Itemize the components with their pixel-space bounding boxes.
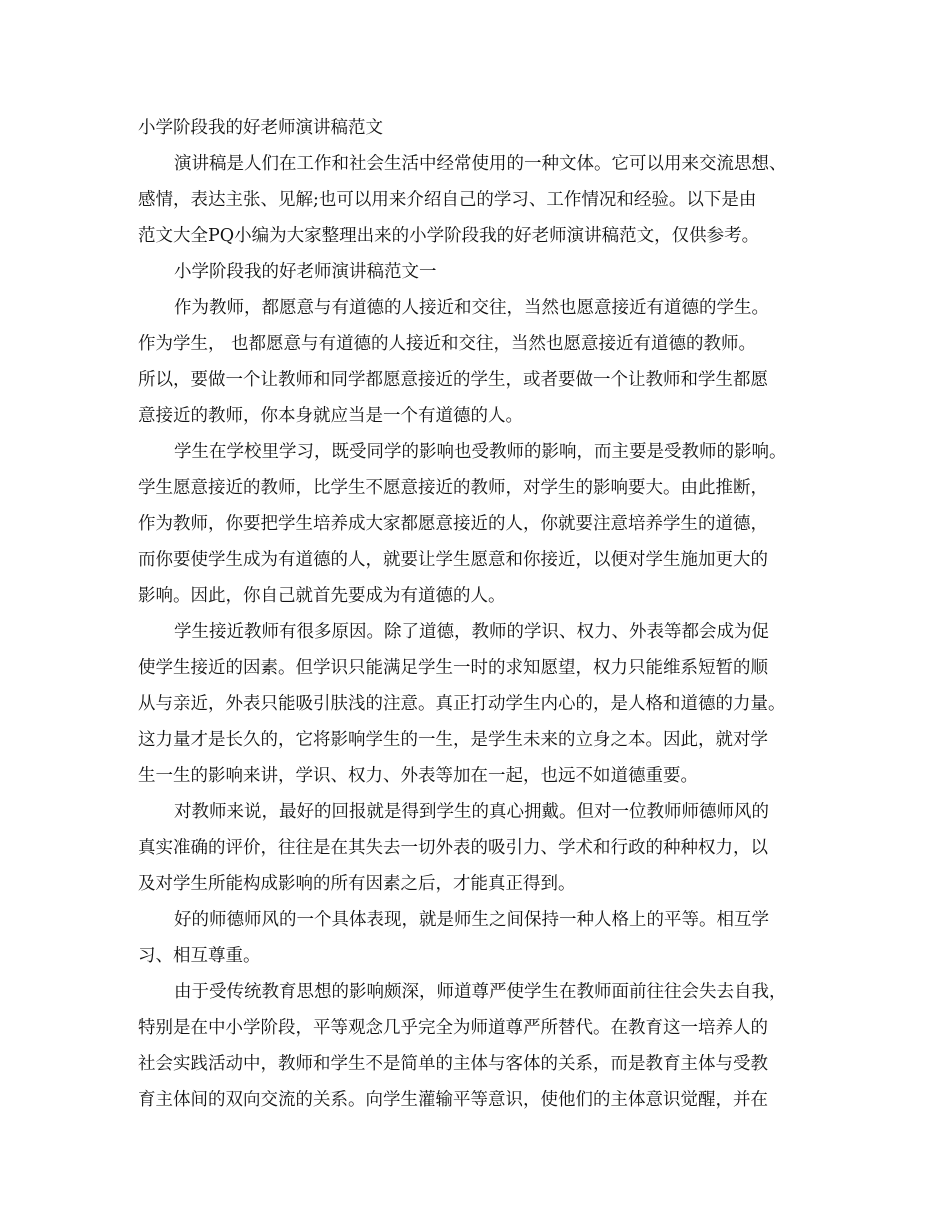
paragraph-line: 育主体间的双向交流的关系。向学生灌输平等意识，使他们的主体意识觉醒，并在 — [138, 1090, 768, 1110]
paragraph-line: 这力量才是长久的，它将影响学生的一生，是学生未来的立身之本。因此，就对学 — [138, 730, 768, 750]
paragraph-line: 及对学生所能构成影响的所有因素之后，才能真正得到。 — [138, 874, 576, 894]
paragraph-line: 习、相互尊重。 — [138, 946, 261, 966]
paragraph-line: 作为教师，都愿意与有道德的人接近和交往，当然也愿意接近有道德的学生。 — [174, 298, 769, 318]
paragraph-line: 真实准确的评价，往往是在其失去一切外表的吸引力、学术和行政的种种权力，以 — [138, 838, 768, 858]
intro-line: 感情，表达主张、见解;也可以用来介绍自己的学习、工作情况和经验。以下是由 — [138, 190, 757, 210]
paragraph-line: 对教师来说，最好的回报就是得到学生的真心拥戴。但对一位教师师德师风的 — [174, 802, 769, 822]
document-title: 小学阶段我的好老师演讲稿范文 — [138, 118, 383, 138]
paragraph-line: 所以，要做一个让教师和同学都愿意接近的学生，或者要做一个让教师和学生都愿 — [138, 370, 768, 390]
paragraph-line: 学生愿意接近的教师，比学生不愿意接近的教师，对学生的影响要大。由此推断， — [138, 478, 768, 498]
paragraph-line: 学生在学校里学习，既受同学的影响也受教师的影响，而主要是受教师的影响。 — [174, 442, 787, 462]
intro-line: 演讲稿是人们在工作和社会生活中经常使用的一种文体。它可以用来交流思想、 — [174, 154, 787, 174]
paragraph-line: 生一生的影响来讲，学识、权力、外表等加在一起，也远不如道德重要。 — [138, 766, 698, 786]
paragraph-line: 而你要使学生成为有道德的人，就要让学生愿意和你接近，以便对学生施加更大的 — [138, 550, 768, 570]
paragraph-line: 特别是在中小学阶段，平等观念几乎完全为师道尊严所替代。在教育这一培养人的 — [138, 1018, 768, 1038]
paragraph-line: 学生接近教师有很多原因。除了道德，教师的学识、权力、外表等都会成为促 — [174, 622, 769, 642]
paragraph-line: 好的师德师风的一个具体表现，就是师生之间保持一种人格上的平等。相互学 — [174, 910, 769, 930]
section-heading: 小学阶段我的好老师演讲稿范文一 — [174, 262, 437, 282]
paragraph-line: 由于受传统教育思想的影响颇深，师道尊严使学生在教师面前往往会失去自我， — [174, 982, 787, 1002]
paragraph-line: 使学生接近的因素。但学识只能满足学生一时的求知愿望，权力只能维系短暂的顺 — [138, 658, 768, 678]
paragraph-line: 作为教师，你要把学生培养成大家都愿意接近的人，你就要注意培养学生的道德， — [138, 514, 768, 534]
paragraph-line: 作为学生， 也都愿意与有道德的人接近和交往，当然也愿意接近有道德的教师。 — [138, 334, 757, 354]
paragraph-line: 从与亲近，外表只能吸引肤浅的注意。真正打动学生内心的，是人格和道德的力量。 — [138, 694, 786, 714]
paragraph-line: 意接近的教师，你本身就应当是一个有道德的人。 — [138, 406, 523, 426]
intro-line: 范文大全PQ小编为大家整理出来的小学阶段我的好老师演讲稿范文，仅供参考。 — [138, 226, 760, 246]
paragraph-line: 社会实践活动中，教师和学生不是简单的主体与客体的关系，而是教育主体与受教 — [138, 1054, 768, 1074]
paragraph-line: 影响。因此，你自己就首先要成为有道德的人。 — [138, 586, 506, 606]
